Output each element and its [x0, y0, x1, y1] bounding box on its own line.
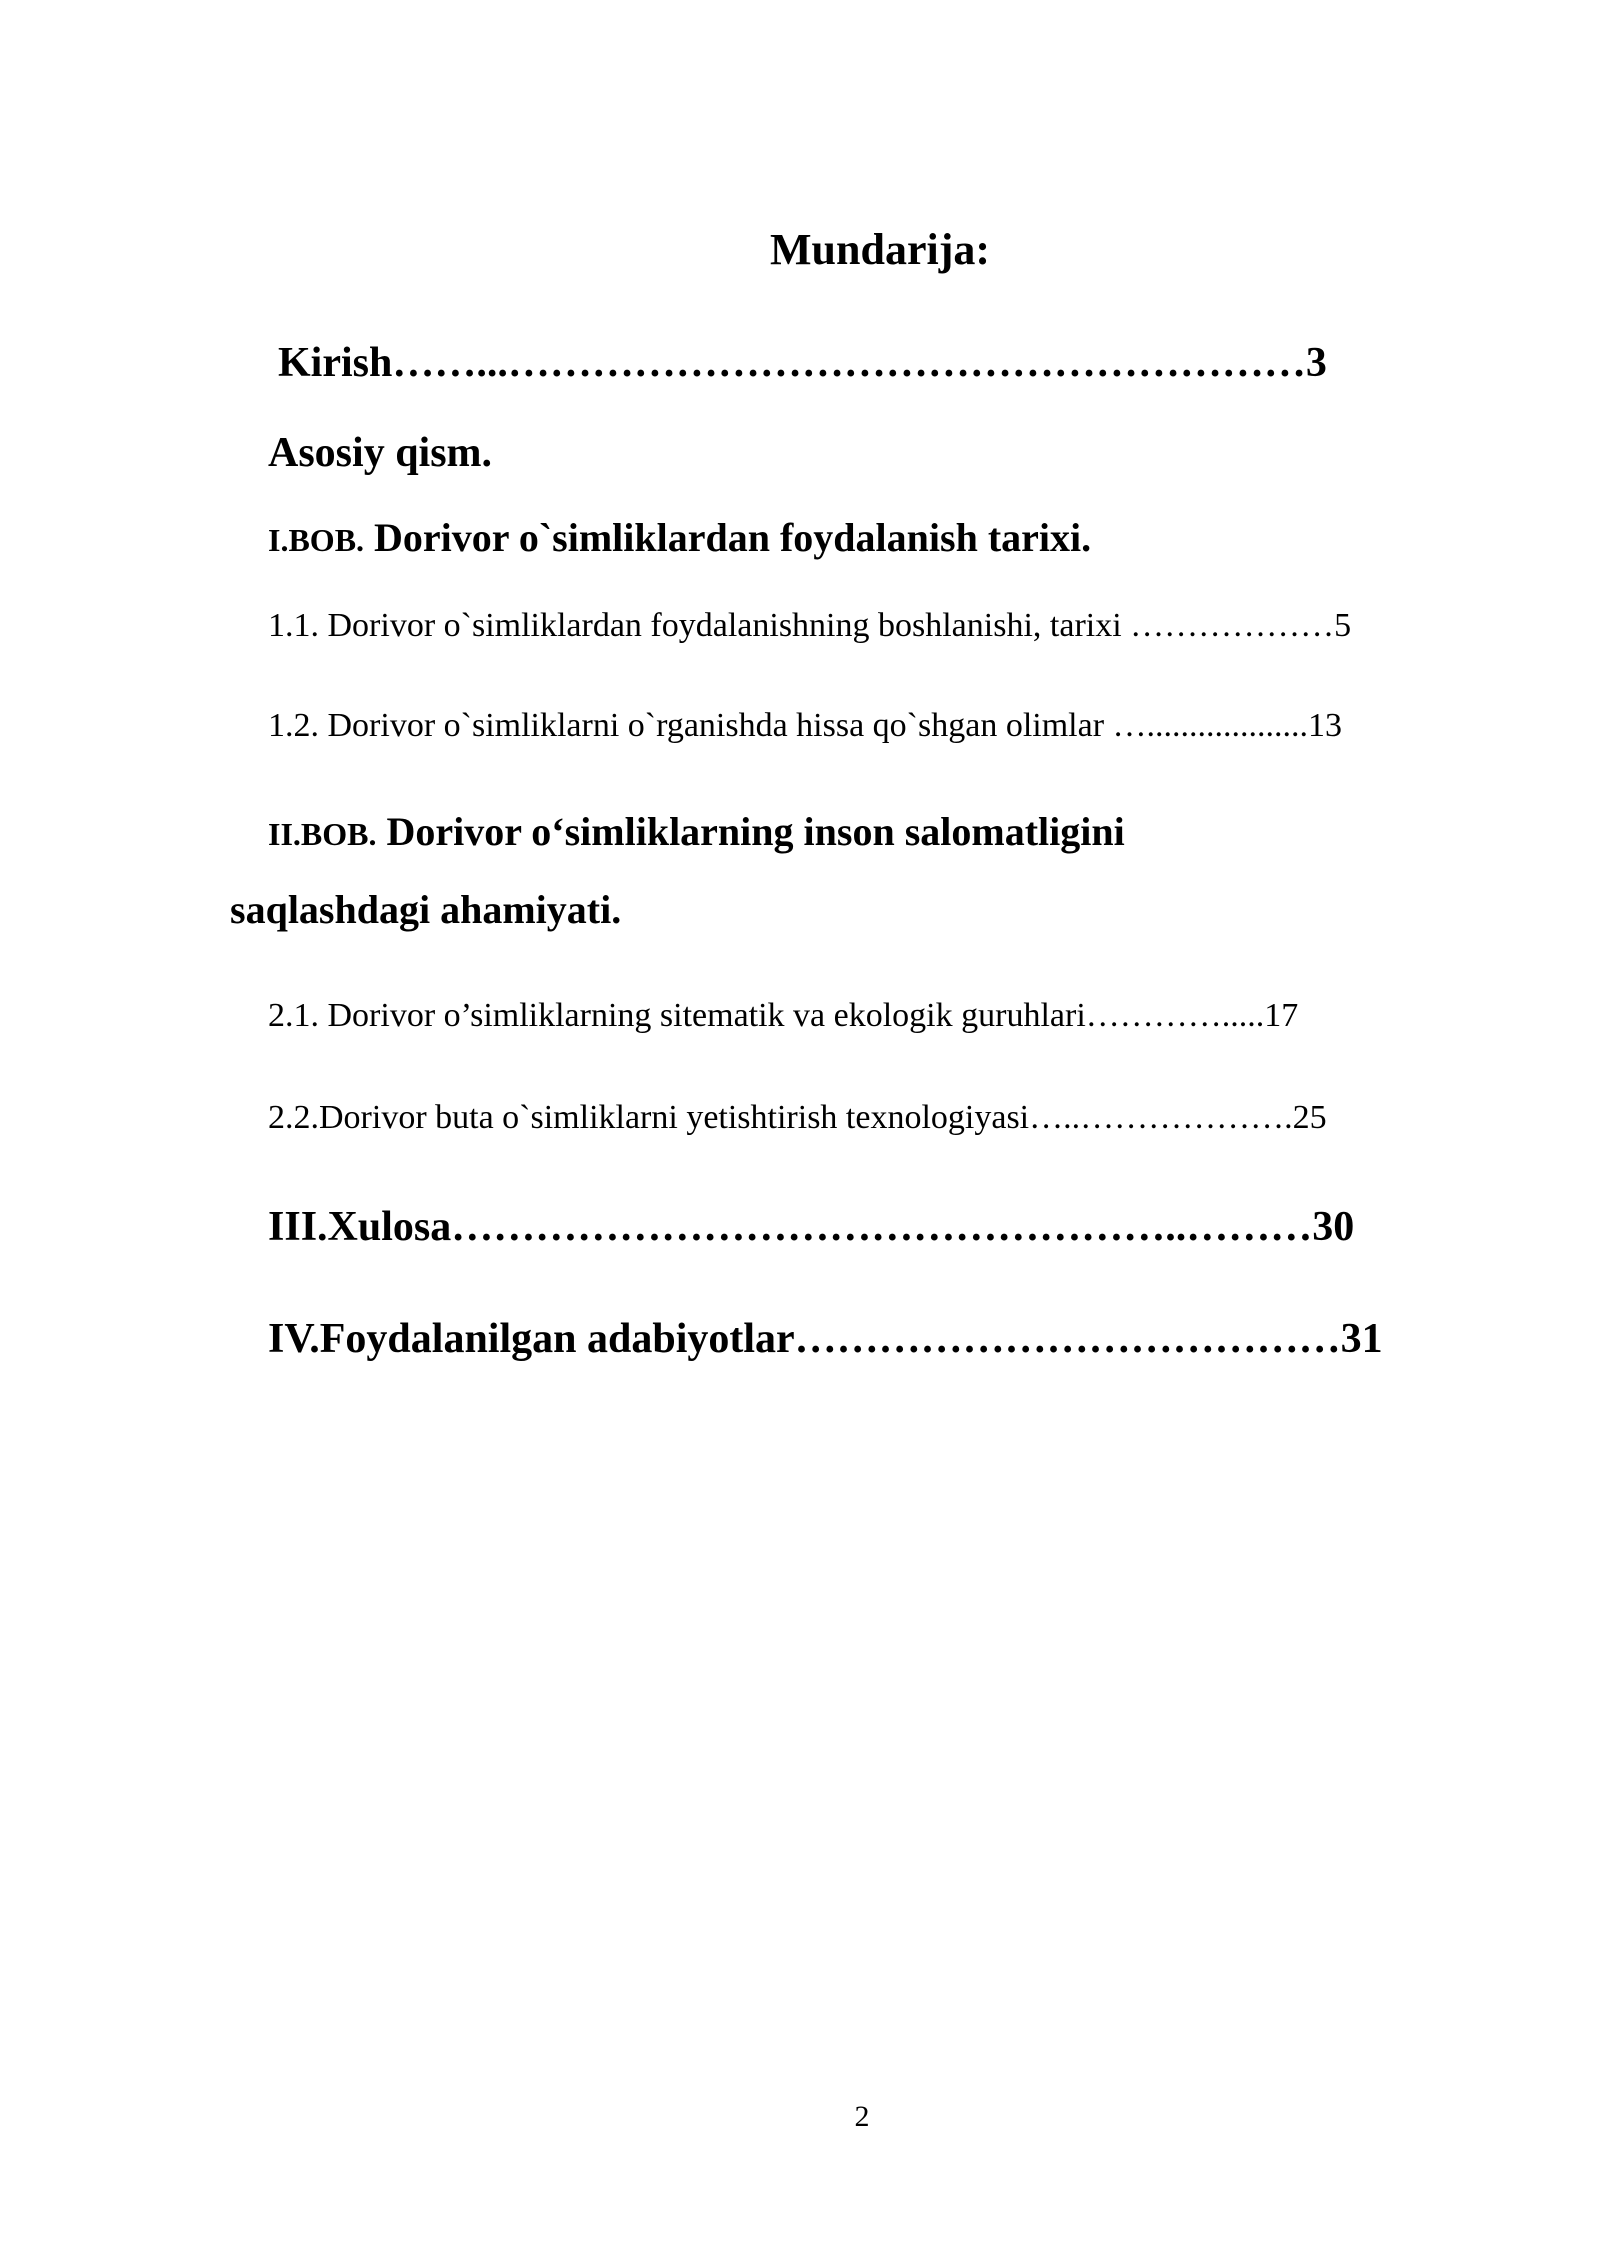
toc-entry-1-1: 1.1. Dorivor o`simliklardan foydalanishning boshlanishi, tarixi ………………5: [268, 607, 1352, 644]
page-number: 2: [854, 2100, 870, 2133]
chapter-2-title-line2: saqlashdagi ahamiyati.: [230, 887, 622, 932]
toc-entry-xulosa: III.Xulosa……………………………………………..………30: [268, 1204, 1355, 1250]
toc-section-asosiy: Asosiy qism.: [268, 430, 493, 476]
page-title: Mundarija:: [770, 225, 990, 274]
chapter-1-prefix: I.BOB.: [268, 522, 365, 558]
chapter-1-title: Dorivor o`simliklardan foydalanish tarixi.: [364, 515, 1092, 560]
toc-entry-1-2: 1.2. Dorivor o`simliklarni o`rganishda hissa qo`shgan olimlar …...................13: [268, 707, 1343, 744]
toc-entry-2-2: 2.2.Dorivor buta o`simliklarni yetishtirish texnologiyasi…..……………….25: [268, 1099, 1327, 1136]
toc-entry-adabiyotlar: IV.Foydalanilgan adabiyotlar…………………………………31: [268, 1316, 1383, 1362]
toc-chapter-1: [268, 514, 1091, 562]
toc-entry-kirish: Kirish……...…………………………………………………3: [278, 340, 1327, 386]
toc-entry-2-1: 2.1. Dorivor o’simliklarning sitematik va ekologik guruhlari………….....17: [268, 997, 1299, 1034]
toc-chapter-2: [268, 808, 1125, 856]
chapter-2-prefix: II.BOB.: [268, 816, 377, 852]
chapter-2-title-line1: Dorivor o‘simliklarning inson salomatligini: [376, 809, 1125, 854]
